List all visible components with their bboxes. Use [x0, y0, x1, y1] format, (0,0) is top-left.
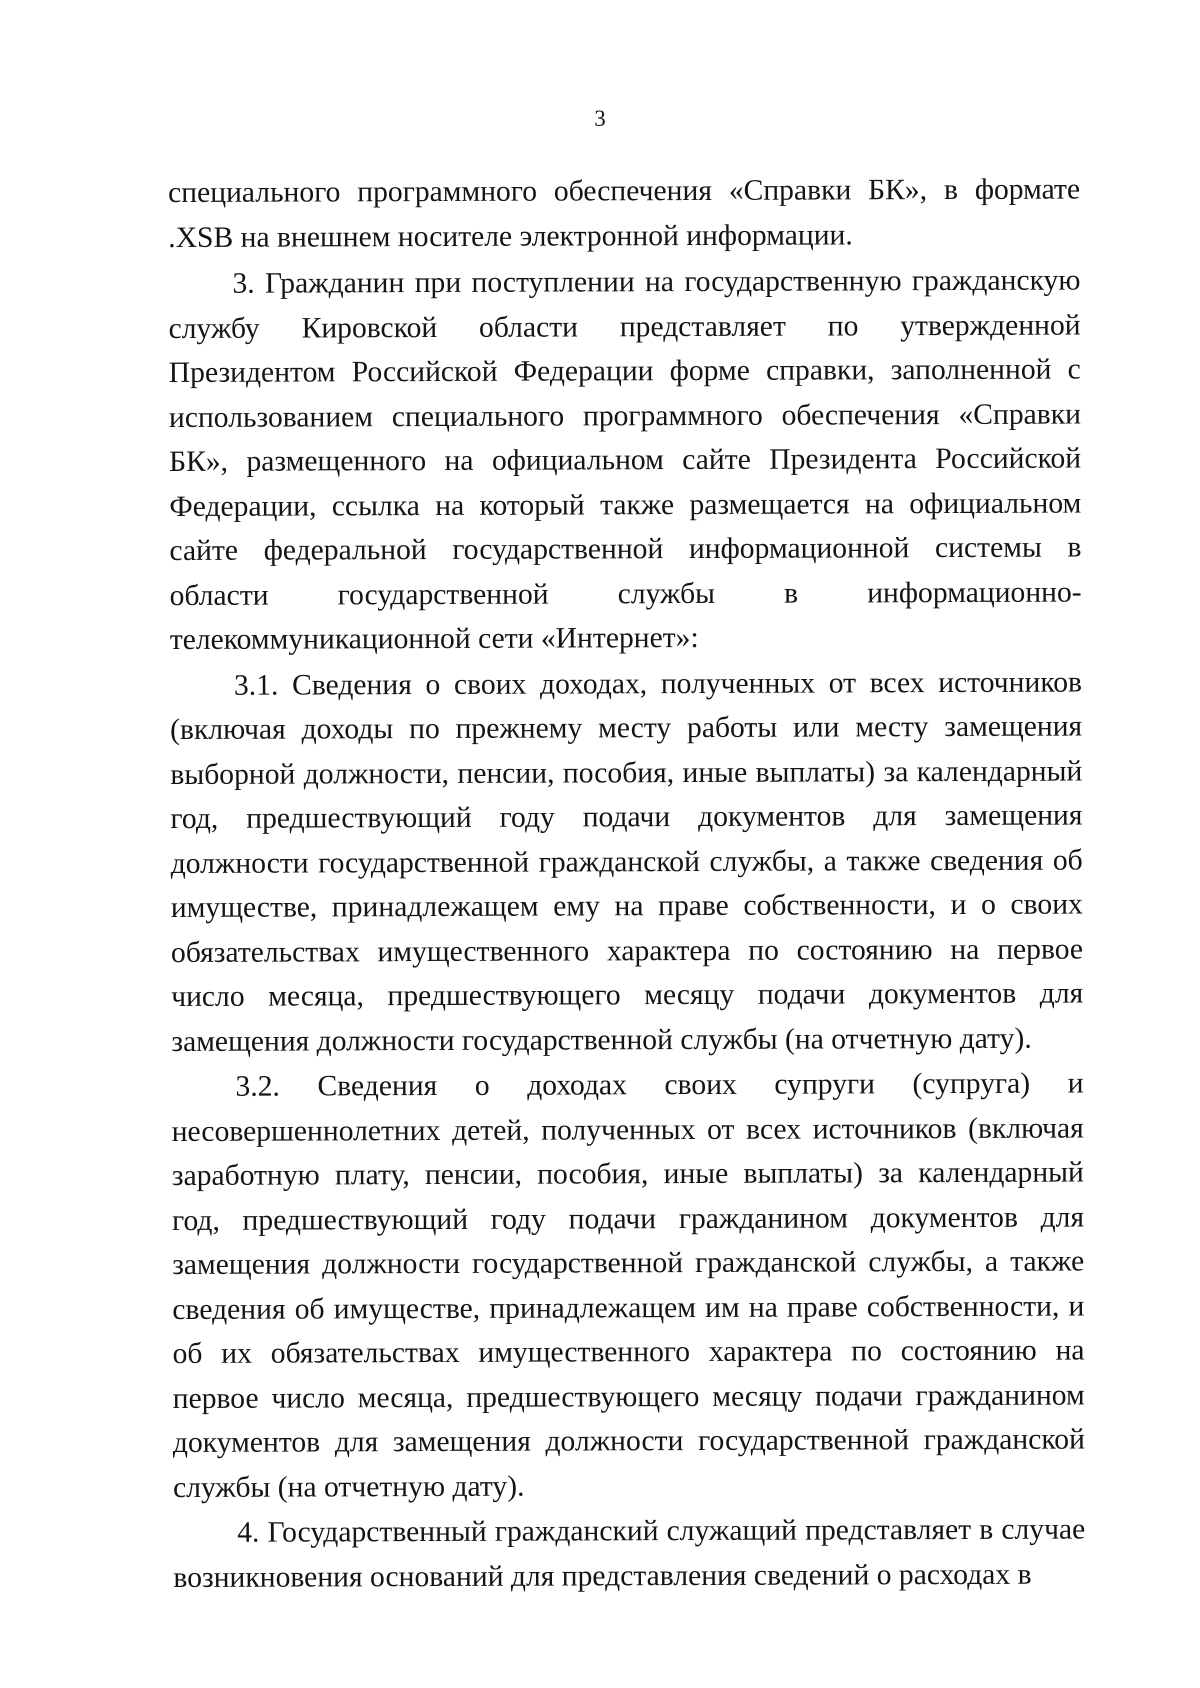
paragraph-3-1: 3.1. Сведения о своих доходах, полученных от всех источников (включая доходы по прежнему месту работы или месту замещения выборной должности, пенсии, пособия, иные выплаты) за календарный год, предшествующий году подачи документов для замещения должности государственной гражданской службы, а также сведения об имуществе, принадлежащем ему на праве собственности, и о своих обязательствах имущественного характера по состоянию на первое число месяца, предшествующего месяцу подачи документов для замещения должности государственной службы (на отчетную дату).: [170, 665, 1084, 1058]
paragraph-3: 3. Гражданин при поступлении на государственную гражданскую службу Кировской области представляет по утвержденной Президентом Российской Федерации форме справки, заполненной с использованием специального программного обеспечения «Справки БК», размещенного на официальном сайте Президента Российской Федерации, ссылка на который также размещается на официальном сайте федеральной государственной информационной системы в области государственной службы в информационно-телекоммуникационной сети «Интернет»:: [168, 264, 1082, 656]
paragraph-continuation: специального программного обеспечения «Справки БК», в формате .XSB на внешнем носителе электронной информации.: [168, 173, 1081, 254]
paragraph-3-2: 3.2. Сведения о доходах своих супруги (супруга) и несовершеннолетних детей, полученных от всех источников (включая заработную плату, пенсии, пособия, иные выплаты) за календарный год, предшествующий году подачи гражданином документов для замещения должности государственной гражданской службы, а также сведения об имуществе, принадлежащем им на праве собственности, и об их обязательствах имущественного характера по состоянию на первое число месяца, предшествующего месяцу подачи гражданином документов для замещения должности государственной гражданской службы (на отчетную дату).: [171, 1067, 1085, 1504]
page-number: 3: [594, 106, 606, 131]
paragraph-4: 4. Государственный гражданский служащий представляет в случае возникновения оснований для представления сведений о расходах в: [173, 1513, 1086, 1594]
document-body: [168, 167, 1085, 1599]
